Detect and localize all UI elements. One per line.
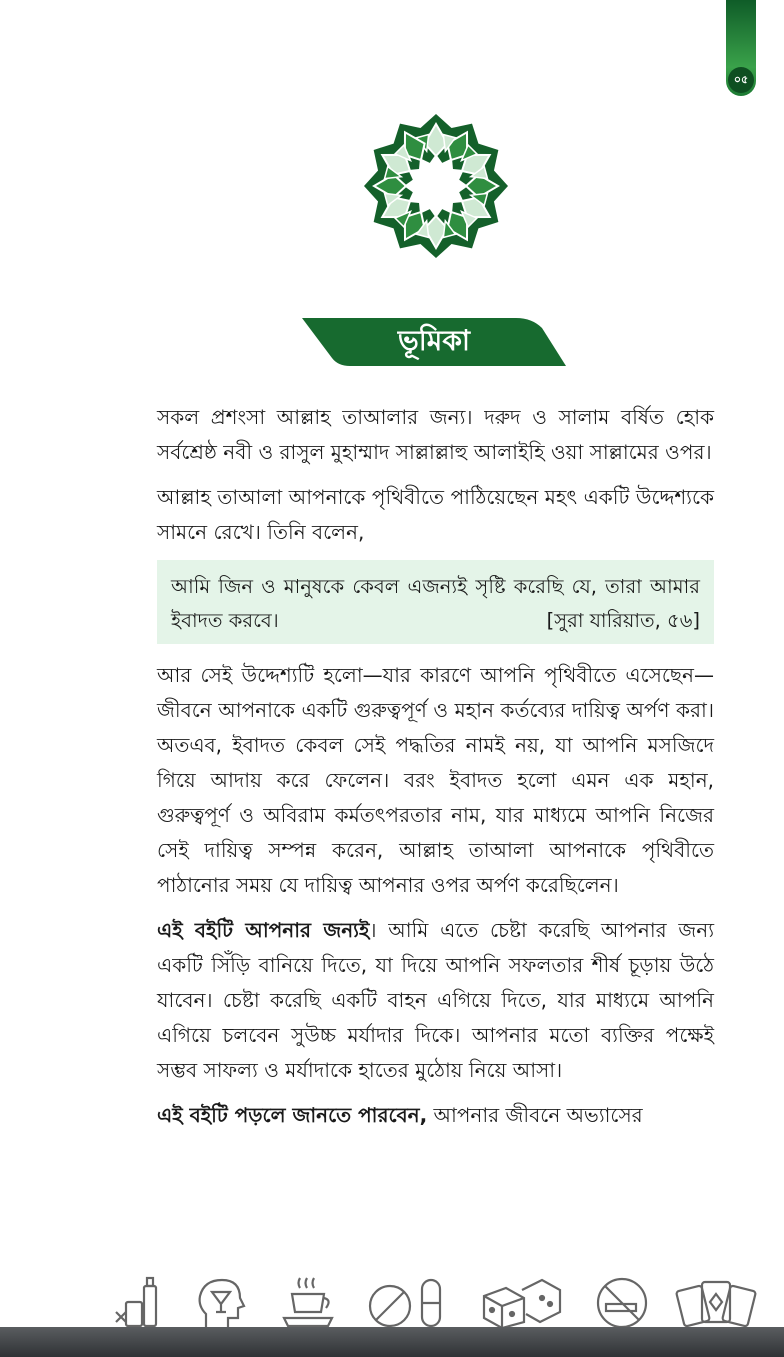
alcohol-icon xyxy=(114,1276,166,1330)
dice-icon xyxy=(480,1276,564,1330)
playing-cards-icon xyxy=(674,1276,758,1330)
paragraph-book-for-you xyxy=(157,913,714,1088)
paragraph-text: আপনার জীবনে অভ্যাসের xyxy=(427,1103,643,1127)
no-smoking-icon xyxy=(594,1276,650,1330)
paragraph-intro: সকল প্রশংসা আল্লাহ তাআলার জন্য। দরুদ ও সালাম বর্ষিত হোক সর্বশ্রেষ্ঠ নবী ও রাসুল মুহাম্মাদ সাল্লাল্লাহু আলাইহি ওয়া সাল্লামের ওপর। xyxy=(157,405,714,464)
page-heading: ভূমিকা xyxy=(397,323,471,357)
quote-reference: [সুরা যারিয়াত, ৫৬] xyxy=(546,609,700,632)
bold-lead-text: এই বইটি আপনার জন্যই xyxy=(157,918,370,942)
paragraph-worship: আর সেই উদ্দেশ্যটি হলো—যার কারণে আপনি পৃথিবীতে এসেছেন—জীবনে আপনাকে একটি গুরুত্বপূর্ণ ও মহান কর্তব্যের দায়িত্ব অর্পণ করা। অতএব, ইবাদত কেবল সেই পদ্ধতির নামই নয়, যা আপনি মসজিদে গিয়ে আদায় করে ফেলেন। বরং ইবাদত হলো এমন এক মহান, গুরুত্বপূর্ণ ও অবিরাম কর্মতৎপরতার নাম, যার মাধ্যমে আপনি নিজের সেই দায়িত্ব সম্পন্ন করেন, আল্লাহ তাআলা আপনাকে পৃথিবীতে পাঠানোর সময় যে দায়িত্ব আপনার ওপর অর্পণ করেছিলেন। xyxy=(157,663,714,897)
paragraph-text: । আমি এতে চেষ্টা করেছি আপনার জন্য একটি সিঁড়ি বানিয়ে দিতে, যা দিয়ে আপনি সফলতার শীর্ষ চূড়ায় উঠে যাবেন। চেষ্টা করেছি একটি বাহন এগিয়ে দিতে, যার মাধ্যমে আপনি এগিয়ে চলবেন সুউচ্চ মর্যাদার দিকে। আপনার মতো ব্যক্তির পক্ষেই সম্ভব সাফল্য ও মর্যাদাকে হাতের মুঠোয় নিয়ে আসা। xyxy=(157,918,714,1082)
head-drink-icon xyxy=(196,1276,246,1330)
title-ribbon xyxy=(302,318,566,366)
page-number: ০৫ xyxy=(728,67,754,93)
footer-icon-strip xyxy=(104,1276,784,1330)
geometric-ornament-icon xyxy=(362,112,510,260)
quote-text: আমি জিন ও মানুষকে কেবল এজন্যই সৃষ্টি করেছি যে, তারা আমার ইবাদত করবে। xyxy=(171,575,700,632)
quran-quote-box xyxy=(157,560,714,644)
footer-bar xyxy=(0,1327,784,1357)
paragraph-learn xyxy=(157,1098,714,1133)
coffee-icon xyxy=(280,1276,336,1330)
main-content xyxy=(157,400,714,1143)
page-tab xyxy=(726,0,756,96)
bold-lead-text: এই বইটি পড়লে জানতে পারবেন, xyxy=(157,1103,428,1127)
paragraph-purpose: আল্লাহ তাআলা আপনাকে পৃথিবীতে পাঠিয়েছেন মহৎ একটি উদ্দেশ্যকে সামনে রেখে। তিনি বলেন, xyxy=(157,485,714,544)
pills-icon xyxy=(366,1276,446,1330)
